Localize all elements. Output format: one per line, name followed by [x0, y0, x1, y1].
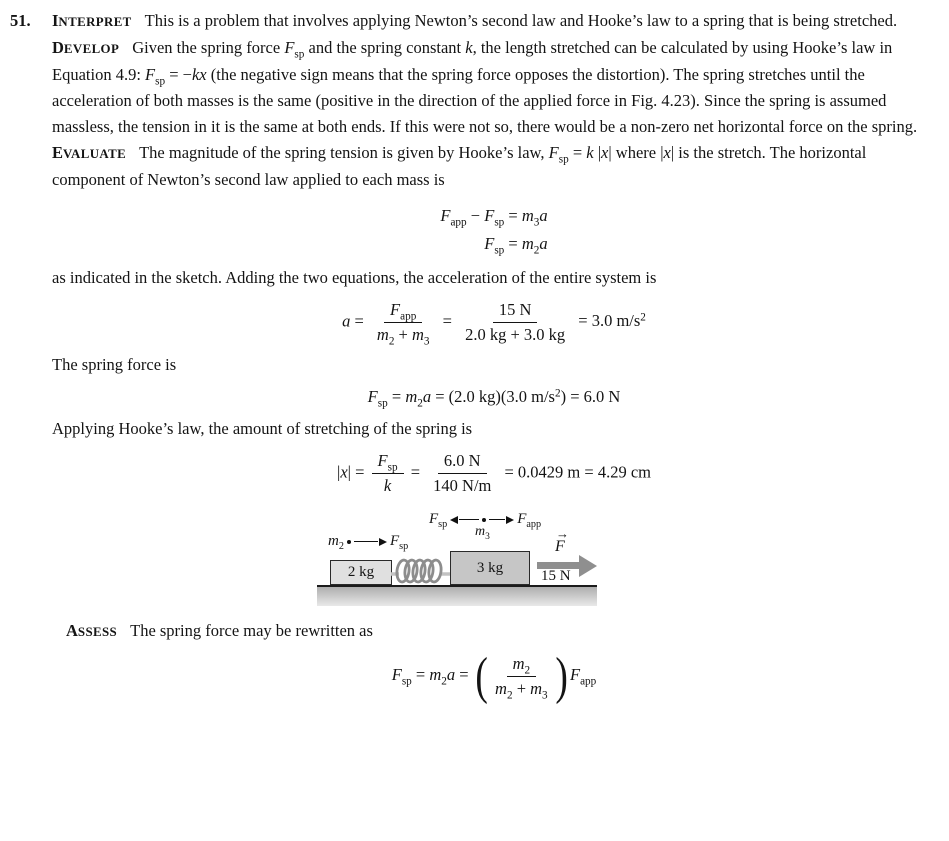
- paragraph-evaluate: EVALUATE The magnitude of the spring tension is given by Hooke’s law, $F_{sp} = k$ |x| where |x| is the stretch. The horizontal component of Newton’s second law applied to each mass is: [52, 143, 867, 189]
- paragraph-assess: ASSESS The spring force may be rewritten as: [66, 621, 373, 640]
- fraction: $\frac{6.0 N}{140 N/m}$: [433, 451, 492, 495]
- fraction: $\frac{m_2}{m_2 + m_3}$: [495, 654, 548, 702]
- particle-dot-icon: [347, 540, 351, 544]
- applied-force-value: 15 N: [541, 568, 571, 584]
- ground-surface: [317, 585, 597, 606]
- equation-spring-force: $F_{sp} = m_2a = (2.0$ kg)(3.0 $m/s^2) = 6.0$ N: [367, 387, 621, 410]
- spring-coil-graphic: [391, 557, 451, 586]
- fraction: $\frac{F_{app}}{m_2 + m_3}$: [376, 300, 430, 348]
- particle-dot-icon: [482, 518, 486, 522]
- block-2kg-label: 2 kg: [347, 564, 375, 580]
- block-3kg-label: 3 kg: [476, 559, 504, 576]
- vector-arrow-icon: →: [556, 526, 568, 541]
- arrow-right-icon: [506, 516, 514, 524]
- fraction: $\frac{F_{sp}}{k}$: [372, 450, 404, 497]
- fbd-m3-applied-force-label: $F_{app}$: [517, 511, 542, 531]
- solution-content: [52, 8, 936, 706]
- paragraph-spring-force-intro: The spring force is: [52, 355, 177, 374]
- equation-newton-m2: $F_{sp} = m_2a$: [484, 234, 548, 257]
- paragraph-develop: DEVELOP Given the spring force $F_{sp}$ and the spring constant k, the length stretched can be calculated by using Hooke’s law in Equation 4.9: $F_{sp} = -kx$ (the negative sign means that the spring force opposes the distortion). The spring stretches until the acceleration of both masses is the same (positive in the direction of the applied force in Fig. 4.23). Since the spring is assumed massless, the tension in it is the same at both ends. If this were not so, there would be a non-zero net horizontal force on the spring.: [52, 38, 918, 136]
- spring-blocks-figure: [317, 511, 609, 608]
- equation-assess: $F_{sp} = m_2a$ = ( $\frac{m_2}{m_2 + m_3}$ ) $F_{app}$: [391, 647, 597, 705]
- block-2kg: [330, 560, 392, 585]
- paragraph-hooke-intro: Applying Hooke’s law, the amount of stretching of the spring is: [52, 419, 473, 438]
- paragraph-sketch-note: as indicated in the sketch. Adding the two equations, the acceleration of the entire system is: [52, 268, 657, 287]
- applied-force-arrow-head-icon: [579, 555, 597, 577]
- block-3kg: [450, 551, 530, 585]
- equation-stretch: |x| = $\frac{F_{sp}}{k}$ = $\frac{6.0 N}{140 N/m}$ = 0.0429 m = 4.29 cm: [337, 451, 651, 495]
- arrow-left-icon: [450, 516, 458, 524]
- arrow-right-icon: [379, 538, 387, 546]
- force-vector-symbol: → F: [555, 526, 568, 555]
- free-body-diagram-m2: [328, 533, 409, 553]
- equation-acceleration: a = $\frac{F_{app}}{m_2 + m_3}$ = $\frac{15 N}{2.0 kg + 3.0 kg}$ = 3.0 $m/s^2$: [342, 300, 646, 348]
- equation-newton-pair: [52, 202, 936, 258]
- fbd-m3-mass-label: $m_3$: [475, 524, 490, 542]
- paragraph-interpret: INTERPRET This is a problem that involves applying Newton’s second law and Hooke’s law to a spring that is being stretched.: [52, 11, 898, 30]
- fraction: $\frac{15 N}{2.0 kg + 3.0 kg}$: [465, 300, 566, 344]
- fbd-m3-spring-force-label: $F_{sp}$: [429, 511, 448, 531]
- problem-number: 51.: [10, 11, 31, 30]
- equation-newton-m3: $F_{app} - F_{sp} = m_3a$: [440, 206, 548, 229]
- fbd-m2-spring-force-label: $F_{sp}$: [389, 533, 409, 553]
- fbd-m2-mass-label: $m_2$: [328, 533, 344, 553]
